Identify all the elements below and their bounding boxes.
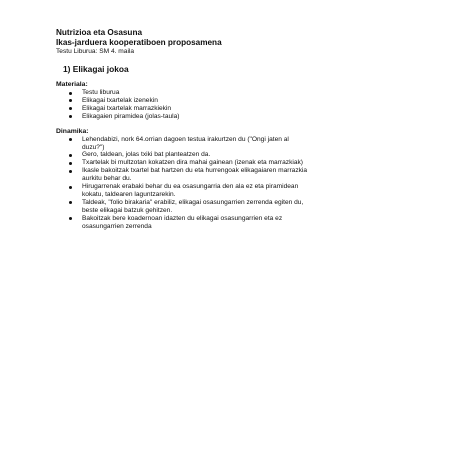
bullet-icon	[69, 138, 72, 141]
list-item: Txartelak bi multzotan kokatzen dira mahai gainean (izenak eta marrazkiak)	[56, 159, 396, 167]
list-item: Ikasle bakoitzak txartel bat hartzen du eta hurrengoak elikagaiaren marrazkia aurkitu behar du.	[56, 167, 396, 183]
bullet-icon	[69, 217, 72, 220]
list-item: Lehendabizi, nork 64.orrian dagoen testua irakurtzen du ("Ongi jaten al duzu?")	[56, 136, 396, 152]
textbook-reference: Testu Liburua: SM 4. maila	[56, 48, 135, 55]
bullet-icon	[69, 154, 72, 157]
bullet-icon	[69, 107, 72, 110]
list-item: Elikagaien piramidea (jolas-taula)	[56, 113, 396, 121]
materials-label: Materiala:	[56, 81, 88, 88]
bullet-icon	[69, 162, 72, 165]
activity-heading: 1) Elikagai jokoa	[63, 64, 129, 74]
materials-list	[56, 89, 396, 121]
list-item: Elikagai txartelak izenekin	[56, 97, 396, 105]
bullet-icon	[69, 99, 72, 102]
bullet-icon	[69, 115, 72, 118]
bullet-icon	[69, 170, 72, 173]
document-title: Nutrizioa eta Osasuna	[56, 28, 142, 37]
list-item: Gero, taldean, jolas txiki bat planteatzen da.	[56, 151, 396, 159]
document-subtitle: Ikas-jarduera kooperatiboen proposamena	[56, 38, 222, 47]
document-page	[56, 28, 396, 238]
list-item: Taldeak, "folio birakaria" erabiliz, elikagai osasungarrien zerrenda egiten du, beste elikagai batzuk gehitzen.	[56, 199, 396, 215]
dynamics-label: Dinamika:	[56, 127, 89, 135]
bullet-icon	[69, 186, 72, 189]
list-item: Elikagai txartelak marrazkiekin	[56, 105, 396, 113]
list-item: Hirugarrenak erabaki behar du ea osasungarria den ala ez eta piramidean kokatu, taldearen laguntzarekin.	[56, 183, 396, 199]
bullet-icon	[69, 201, 72, 204]
list-item: Testu liburua	[56, 89, 396, 97]
bullet-icon	[69, 92, 72, 95]
dynamics-list	[56, 136, 396, 231]
list-item: Bakoitzak bere koadernoan idazten du elikagai osasungarrien eta ez osasungarrien zerrenda	[56, 215, 396, 231]
